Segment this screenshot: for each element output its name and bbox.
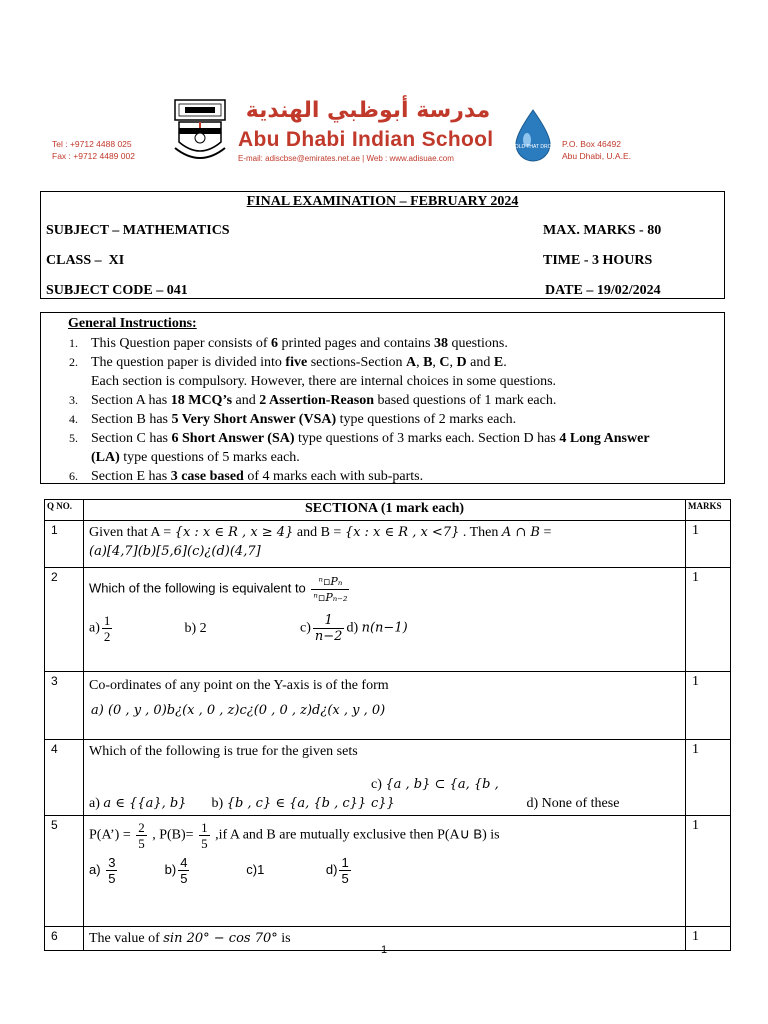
school-email-web: E-mail: adiscbse@emirates.net.ae | Web : www.adisuae.com [238,154,454,163]
instructions-box [40,312,725,484]
contact-left [52,138,135,162]
po-box: P.O. Box 46492 [562,139,621,149]
table-header-row [45,500,731,521]
table-row [45,521,731,568]
exam-info-box [40,191,725,299]
fax-number: Fax : +9712 4489 002 [52,151,135,161]
question-number: 5 [45,816,84,927]
school-name: Abu Dhabi Indian School [238,128,494,151]
question-text: Given that A = {x : x ∈ R , x ≥ 4} and B = {x : x ∈ R , x <7} . Then A ∩ B = (a)[4,7](b)[5,6](c)¿(d)(4,7] [84,521,686,568]
exam-title: FINAL EXAMINATION – FEBRUARY 2024 [246,194,519,209]
tel-number: Tel : +9712 4488 025 [52,139,132,149]
letterhead [48,94,688,170]
question-text: Which of the following is equivalent to $\frac{\text{ⁿ▫Pₙ}}{\text{ⁿ▫Pₙ₋₂}}$ a) $\frac{1}{2}$ b) 2 c) $\frac{1}{n-2}$ d) n(n−1) [84,568,686,672]
exam-row-code [46,283,716,299]
question-marks: 1 [686,521,731,568]
question-marks: 1 [686,816,731,927]
contact-right [562,138,631,162]
date: DATE – 19/02/2024 [545,283,661,298]
instruction-item-continued: (LA) type questions of 5 marks each. [91,450,300,465]
instructions-list [51,334,721,486]
instruction-item: 4. Section B has 5 Very Short Answer (VSA) type questions of 2 marks each. [69,412,517,427]
class: CLASS – XI [46,253,125,268]
question-number: 4 [45,740,84,816]
question-marks: 1 [686,927,731,951]
question-marks: 1 [686,568,731,672]
city: Abu Dhabi, U.A.E. [562,151,631,161]
instruction-item: 3. Section A has 18 MCQ’s and 2 Assertion-Reason based questions of 1 mark each. [69,393,557,408]
drop-logo-text: HOLD THAT DROP [511,144,555,150]
instruction-item: 5. Section C has 6 Short Answer (SA) type questions of 3 marks each. Section D has 4 Long Answer [69,431,650,446]
table-row [45,568,731,672]
table-row [45,816,731,927]
time: TIME - 3 HOURS [543,253,653,268]
water-drop-logo-icon [510,108,556,164]
question-options: a) (0 , y , 0)b¿(x , 0 , z)c¿(0 , 0 , z)d¿(x , y , 0) [91,703,386,718]
exam-row-class [46,253,716,269]
max-marks: MAX. MARKS - 80 [543,223,662,238]
question-options: a) $\frac{3}{5}$ b) $\frac{4}{5}$ c)1 d) $\frac{1}{5}$ [89,855,349,886]
instruction-item: 2. The question paper is divided into five sections-Section A, B, C, D and E. [69,355,507,370]
question-options: (a)[4,7](b)[5,6](c)¿(d)(4,7] [89,544,261,559]
question-options: a) a ∈ {{a}, b} b) {b , c} ∈ {a, {b , c}} c) {a , b} ⊂ {a, {b , c}} d) None of these [89,777,620,811]
instruction-item: 1. This Question paper consists of 6 printed pages and contains 38 questions. [69,336,508,351]
question-number: 2 [45,568,84,672]
subject: SUBJECT – MATHEMATICS [46,223,230,238]
questions-table [44,499,731,951]
instructions-heading: General Instructions: [68,316,197,331]
question-text: P(A’) = $\frac{2}{5}$ , P(B)= $\frac{1}{5}$ ,if A and B are mutually exclusive then P(A∪ B) is a) $\frac{3}{5}$ b) $\frac{4}{5}$ c)1 d) $\frac{1}{5}$ [84,816,686,927]
question-text: Which of the following is true for the given sets a) a ∈ {{a}, b} b) {b , c} ∈ {a, {b , c}} c) {a , b} ⊂ {a, {b , c}} d) None of these [84,740,686,816]
question-text: Co-ordinates of any point on the Y-axis is of the form a) (0 , y , 0)b¿(x , 0 , z)c¿(0 , 0 , z)d¿(x , y , 0) [84,672,686,740]
question-marks: 1 [686,740,731,816]
exam-row-subject [46,223,716,239]
school-name-arabic: مدرسة أبوظبي الهندية [245,98,491,123]
subject-code: SUBJECT CODE – 041 [46,283,188,298]
school-crest-icon [173,98,227,164]
table-row [45,740,731,816]
question-marks: 1 [686,672,731,740]
question-number: 3 [45,672,84,740]
table-row [45,672,731,740]
header-qno: Q NO. [45,500,84,521]
header-marks: MARKS [686,500,731,521]
page-number: 1 [380,944,388,956]
question-options: a) $\frac{1}{2}$ b) 2 c) $\frac{1}{n-2}$ d) n(n−1) [89,613,408,644]
header-section: SECTIONA (1 mark each) [84,500,686,521]
question-number: 6 [45,927,84,951]
instruction-item-continued: Each section is compulsory. However, there are internal choices in some questions. [91,374,557,389]
instruction-item: 6. Section E has 3 case based of 4 marks each with sub-parts. [69,469,424,484]
question-text: The value of sin 20° − cos 70° is [84,927,686,951]
question-number: 1 [45,521,84,568]
